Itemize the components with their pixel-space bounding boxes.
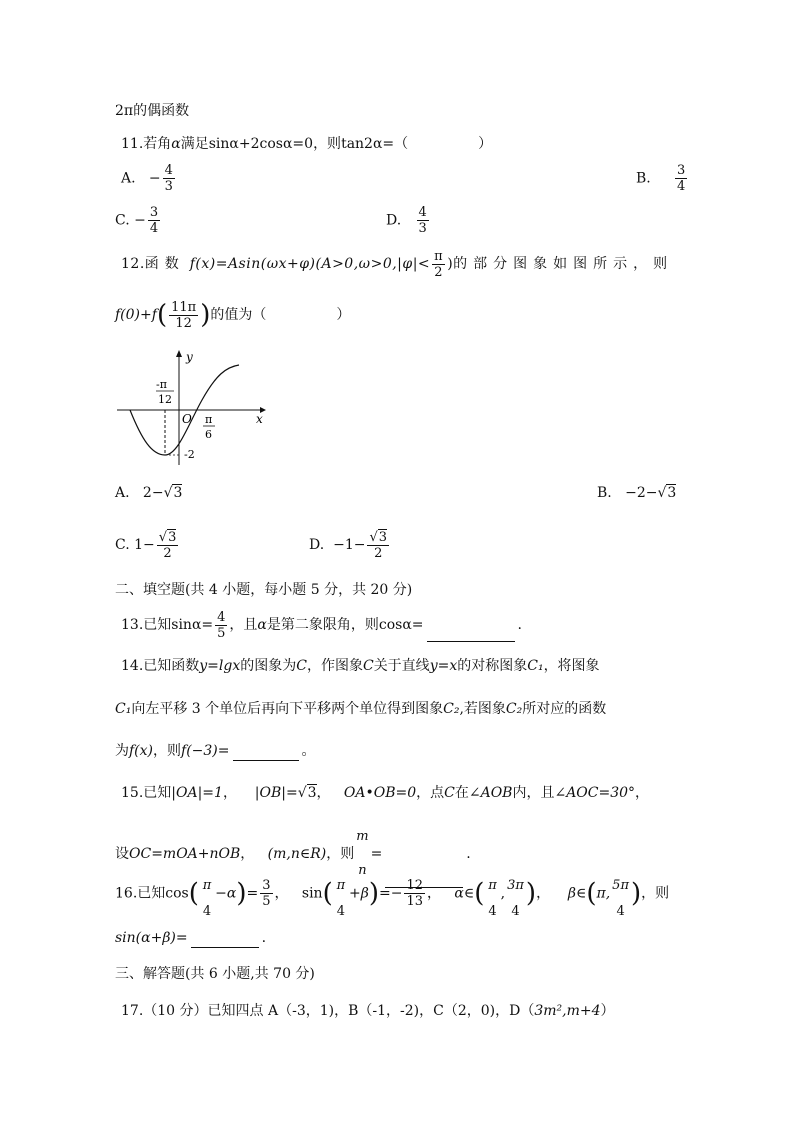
q12-option-c-num: √3: [158, 529, 177, 545]
q14-l1i: 的对称图象: [457, 658, 528, 674]
q12-option-c-text: 1−: [134, 537, 155, 553]
q13-d: α: [257, 617, 267, 633]
q16-r1d: 4: [488, 904, 497, 919]
q14-l1k: ，将图象: [543, 658, 600, 674]
q14-l1a: 14.已知函数: [121, 658, 200, 674]
q11-option-d: [386, 205, 431, 236]
q14-l1g: 关于直线: [373, 658, 430, 674]
q16-sep-b: ，: [427, 885, 442, 902]
q13-e: 是第二象限角，则: [266, 617, 379, 633]
q15-l1end: ，: [635, 785, 650, 801]
q14-line1: [121, 656, 600, 676]
q14-l1c: 的图象为: [240, 658, 297, 674]
q12-option-a: A. 2−√3: [115, 485, 183, 501]
q11-option-c-num: 3: [149, 205, 159, 220]
q12-option-d-label: D.: [309, 537, 325, 553]
right-tick-den: 6: [205, 428, 212, 441]
q16-line2-expr: sin(α+β)=: [115, 930, 188, 946]
q14-l1h: y=x: [429, 658, 458, 674]
q16-eq2: =−: [379, 885, 403, 902]
q11-option-a-den: 3: [164, 179, 173, 194]
q16-r2d: 4: [511, 904, 520, 919]
q12-option-c-label: C.: [115, 537, 130, 553]
q13-num: 4: [217, 609, 226, 625]
q12-number: 12.: [121, 256, 145, 272]
q14-l3a: 为: [115, 743, 129, 759]
q16-d1: 5: [262, 894, 271, 909]
q15-l1c: C: [444, 785, 455, 801]
min-label: -2: [184, 448, 195, 461]
q11-option-d-label: D.: [386, 212, 402, 229]
q16-end: .: [261, 930, 267, 946]
q12-stem: [121, 248, 673, 280]
q16-frac2: [404, 878, 425, 909]
q12-option-d-num: √3: [369, 529, 388, 545]
q17-b: 3m²,m+4: [534, 1003, 601, 1019]
q14-l2d: ,若图象: [459, 701, 506, 717]
q15-l2b: OC=mOA+nOB: [129, 846, 241, 862]
q13-b: sinα=: [171, 617, 214, 633]
q11-stem-c: ，则: [313, 136, 342, 152]
q15-l2e: ，则: [326, 846, 355, 862]
q17-c: ）: [600, 1003, 615, 1019]
q16-r2: 3π: [507, 878, 524, 893]
section-3-heading: 三、解答题(共 6 小题,共 70 分): [115, 966, 315, 982]
q15-line1: 15.已知|OA|=1， |OB|=√3， OA•OB=0，点C在∠AOB内，且∠AOC=30°，: [121, 785, 650, 801]
q14-line3: [115, 741, 316, 761]
q17: [121, 1001, 615, 1021]
q11-option-b-frac: [675, 163, 687, 194]
left-tick-den: 12: [158, 393, 172, 406]
q16-sin: sin: [301, 885, 323, 902]
q12-graph: [112, 345, 272, 470]
q16-n1: 3: [262, 878, 271, 893]
q15-l2d: (m,n∈R): [267, 846, 327, 862]
q15-l1f: 内，且: [512, 785, 555, 801]
q11-option-c-den: 4: [149, 221, 159, 236]
q14-l1d: C: [296, 658, 307, 674]
q16-d2: 13: [406, 894, 424, 909]
q16-rp2: ): [368, 878, 379, 909]
q15-oa-abs: |OA|=1: [171, 785, 223, 801]
q12-line2: [115, 298, 350, 332]
q12-pi-num: π: [434, 248, 444, 264]
q15-l2c: ，: [240, 846, 255, 862]
q11-option-a-sign: −: [148, 170, 161, 187]
q12-line2-a: f(0)+f: [115, 307, 157, 323]
q11-option-c-sign: −: [134, 212, 146, 229]
q12-stem-b: 的部分图象如图所示，则: [453, 256, 674, 272]
q15-sep2: ，: [316, 785, 331, 801]
q12-right-paren: ): [200, 300, 211, 330]
q14-l3d: f(−3)=: [181, 743, 230, 759]
q16-pi4-b: [335, 868, 347, 919]
q11-option-a-frac: [163, 163, 175, 194]
q12-option-d: [309, 528, 391, 562]
q15-l1g: ∠AOC=30°: [554, 785, 636, 801]
q15-l1e: ∠AOB: [468, 785, 513, 801]
q11-option-a: [121, 163, 177, 194]
q11-option-c-label: C.: [115, 212, 130, 229]
q16-four-b: 4: [336, 904, 346, 919]
q15-ob-abs: |OB|=: [254, 785, 298, 801]
q15-ob-root: 3: [307, 785, 317, 801]
y-axis-arrow: [176, 350, 182, 357]
q12-frac-den: 12: [175, 315, 192, 331]
q16-then: ，则: [641, 885, 670, 902]
q16-r1: π: [488, 878, 497, 893]
q16-r4-frac: [612, 868, 629, 919]
q12-option-d-frac: [367, 530, 389, 561]
q12-option-d-root: 3: [378, 529, 388, 545]
q14-l1b: y=lgx: [199, 658, 241, 674]
q16-line1: 16.已知cos( π 4 −α)= $\frac{3}{5}$ ， sin( π 4 +β)=− $\frac{12}{13}$ ， α∈( π 4 , 3π 4 )， β∈(π, 5π 4 )，则: [115, 868, 669, 919]
q16-pi4-a: [201, 868, 213, 919]
q16-lp4: (: [586, 878, 597, 909]
q11-paren: （ ）: [394, 136, 493, 152]
q16-r2-frac: [507, 868, 524, 919]
q12-option-c-root: 3: [168, 529, 177, 545]
q16-minus-alpha: −α: [215, 885, 237, 902]
q16-plus-beta: +β: [349, 885, 369, 902]
q16-lp3: (: [474, 878, 485, 909]
q15-l1d: 在: [454, 785, 469, 801]
q12-option-b: B. −2−√3: [597, 485, 677, 501]
q14-l3c: ，则: [153, 743, 182, 759]
q11-option-b: [636, 163, 689, 194]
q15-l1b: ，点: [416, 785, 445, 801]
q11-option-c-frac: [148, 205, 160, 236]
q14-l1j: C₁: [527, 658, 544, 674]
q12-option-c-den: 2: [163, 545, 172, 561]
q12-option-a-label: A.: [115, 485, 130, 501]
q16-line2: [115, 928, 266, 948]
q15-m: m: [356, 829, 369, 844]
q16-frac1: [260, 878, 272, 909]
left-tick-num: -π: [156, 378, 167, 391]
q12-function: f(x)=Asin(ωx+φ)(A>0,ω>0,|φ|<: [189, 256, 431, 272]
q16-lp2: (: [322, 878, 333, 909]
q14-l2c: C₂: [443, 701, 460, 717]
q11-option-b-num: 3: [677, 163, 686, 178]
q15-n: n: [358, 863, 367, 878]
q12-option-b-root: 3: [667, 485, 677, 501]
q16-eq1: =: [246, 885, 259, 902]
intro-text: 2π的偶函数: [115, 103, 190, 119]
q16-beta-in: β∈: [567, 885, 587, 902]
q16-r4: 5π: [612, 878, 629, 893]
q15-l2a: 设: [115, 846, 129, 862]
q12-option-b-text: −2−: [625, 485, 658, 501]
q12-option-b-label: B.: [597, 485, 612, 501]
q16-r4d: 4: [616, 904, 625, 919]
q16-lp1: (: [188, 878, 199, 909]
q16-rp1: ): [236, 878, 247, 909]
q12-line2-b: 的值为（ ）: [210, 307, 351, 323]
q11-option-c: [115, 205, 162, 236]
q11-option-d-frac: [417, 205, 429, 236]
q11-option-a-num: 4: [164, 163, 173, 178]
q14-answer-blank[interactable]: [233, 744, 299, 761]
q11-option-a-label: A.: [121, 170, 136, 187]
q13-a: 13.已知: [121, 617, 172, 633]
q11-expr: sinα+2cosα=0: [208, 136, 314, 152]
q13-f: cosα=: [378, 617, 424, 633]
q12-option-d-text: −1−: [333, 537, 366, 553]
q15-dot: OA•OB=0: [343, 785, 417, 801]
q16-pi-b: π: [336, 878, 346, 893]
q11-option-d-num: 4: [418, 205, 427, 220]
q14-l2a: C₁: [115, 701, 132, 717]
q11-ask: tan2α=: [341, 136, 395, 152]
q12-pi-over-2: [432, 249, 445, 280]
q13-frac: [215, 610, 227, 641]
q14-l2f: 所对应的函数: [522, 701, 607, 717]
q13: [121, 608, 522, 642]
origin-label: O: [182, 412, 192, 426]
q16-n2: 12: [406, 878, 424, 893]
q14-l3end: 。: [301, 743, 316, 759]
q15-sep1: ，: [222, 785, 237, 801]
q11-stem: [121, 134, 492, 154]
q15-l1a: 15.已知: [121, 785, 172, 801]
q14-l1e: ，作图象: [306, 658, 363, 674]
q11-option-b-label: B.: [636, 170, 651, 187]
q16-r3: π,: [596, 885, 611, 902]
q16-answer-blank[interactable]: [191, 931, 259, 948]
q11-stem-b: 满足: [180, 136, 209, 152]
q11-option-d-den: 3: [418, 221, 427, 236]
q12-option-a-text: 2−: [142, 485, 164, 501]
x-axis-label: x: [256, 412, 263, 426]
q14-l2b: 向左平移 3 个单位后再向下平移两个单位得到图象: [131, 701, 444, 717]
q12-frac: [169, 300, 198, 331]
q12-option-d-den: 2: [374, 545, 383, 561]
q14-line2: [115, 699, 606, 719]
q15-end: .: [466, 846, 471, 862]
q14-l1f: C: [362, 658, 374, 674]
q15-eq: =: [370, 846, 383, 862]
section-2-heading: 二、填空题(共 4 小题，每小题 5 分，共 20 分): [115, 582, 413, 598]
q16-alpha-in: α∈: [454, 885, 475, 902]
q12-option-c-frac: [157, 530, 179, 561]
q11-stem-a: 11.若角: [121, 136, 172, 152]
right-tick-num: π: [205, 413, 213, 426]
q11-option-b-den: 4: [677, 179, 686, 194]
q13-answer-blank[interactable]: [427, 625, 515, 642]
q14-l2e: C₂: [505, 701, 523, 717]
q12-option-a-root: 3: [173, 485, 183, 501]
q16-pi-a: π: [202, 878, 212, 893]
q16-rp3: ): [525, 878, 537, 909]
q13-den: 5: [217, 625, 226, 641]
y-axis-label: y: [186, 350, 193, 364]
q16-sep-a: ，: [274, 885, 289, 902]
q12-left-paren: (: [156, 300, 168, 330]
q16-a: 16.已知: [115, 885, 166, 902]
q12-func-close: ): [447, 256, 454, 272]
q12-option-c: [115, 528, 180, 562]
q16-four-a: 4: [202, 904, 212, 919]
q16-cos: cos: [165, 885, 189, 902]
q16-sep-c: ，: [536, 885, 551, 902]
q11-alpha: α: [171, 136, 181, 152]
q16-rp4: ): [631, 878, 642, 909]
q12-stem-a: 函数: [144, 256, 185, 272]
q16-r1-frac: [486, 868, 498, 919]
q17-a: 17.（10 分）已知四点 A（-3，1)，B（-1，-2)，C（2，0)，D（: [121, 1003, 535, 1019]
q12-pi-den: 2: [434, 264, 444, 280]
q13-end: .: [517, 617, 522, 633]
q12-frac-num: 11π: [171, 299, 197, 315]
q13-c: ，且: [229, 617, 258, 633]
q14-l3b: f(x): [129, 743, 154, 759]
